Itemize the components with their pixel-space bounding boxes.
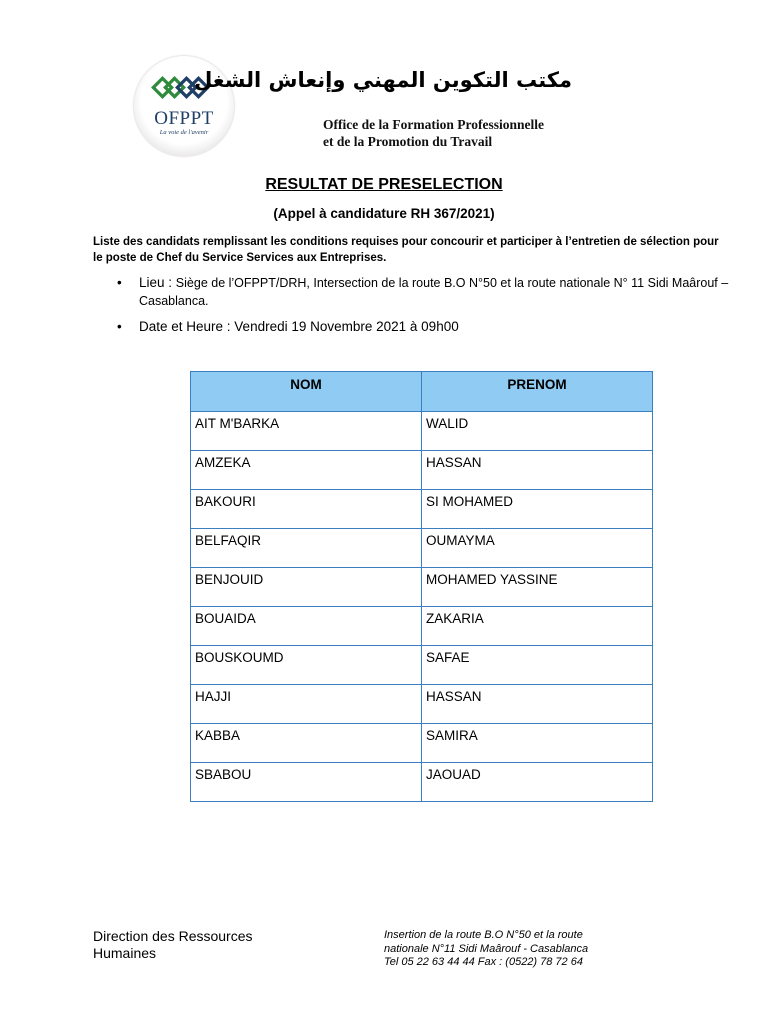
table-row: [191, 529, 653, 568]
lieu-label: Lieu :: [139, 275, 173, 290]
cell-nom: BENJOUID: [191, 568, 422, 607]
cell-nom: BOUSKOUMD: [191, 646, 422, 685]
table-row: [191, 568, 653, 607]
candidates-table: [190, 371, 653, 802]
cell-prenom: ZAKARIA: [422, 607, 653, 646]
cell-prenom: HASSAN: [422, 451, 653, 490]
table-header-row: [191, 372, 653, 412]
table-row: [191, 607, 653, 646]
footer-contact: Tel 05 22 63 44 44 Fax : (0522) 78 72 64: [384, 956, 583, 968]
table-row: [191, 685, 653, 724]
date-text: Date et Heure : Vendredi 19 Novembre 2021 à 09h00: [139, 319, 459, 334]
footer-address-line1: Insertion de la route B.O N°50 et la route: [384, 929, 583, 941]
institution-name: [323, 116, 544, 150]
page-subtitle: (Appel à candidature RH 367/2021): [273, 206, 495, 221]
cell-nom: AIT M'BARKA: [191, 412, 422, 451]
footer-department-line1: Direction des Ressources: [93, 928, 253, 944]
bullet-icon: •: [117, 275, 122, 290]
bullet-icon: •: [117, 319, 122, 334]
logo-tagline: La voie de l'avenir: [159, 129, 209, 136]
institution-name-line2: et de la Promotion du Travail: [323, 134, 493, 149]
cell-nom: BAKOURI: [191, 490, 422, 529]
lieu-value: Siège de l’OFPPT/DRH, Intersection de la route B.O N°50 et la route nationale N° 11 Sidi Maârouf – Casablanca.: [139, 276, 729, 308]
footer-department-line2: Humaines: [93, 945, 157, 961]
cell-nom: BELFAQIR: [191, 529, 422, 568]
cell-prenom: MOHAMED YASSINE: [422, 568, 653, 607]
logo-name: OFPPT: [154, 108, 214, 129]
cell-prenom: SAMIRA: [422, 724, 653, 763]
table-row: [191, 763, 653, 802]
arabic-institution-name: مكتب التكوين المهني وإنعاش الشغل: [194, 68, 572, 92]
footer-department: [93, 928, 253, 962]
table-row: [191, 724, 653, 763]
cell-prenom: HASSAN: [422, 685, 653, 724]
cell-prenom: JAOUAD: [422, 763, 653, 802]
table-row: [191, 412, 653, 451]
footer-address: [384, 929, 588, 970]
column-header-prenom: PRENOM: [422, 372, 653, 412]
table-row: [191, 490, 653, 529]
cell-prenom: OUMAYMA: [422, 529, 653, 568]
cell-nom: KABBA: [191, 724, 422, 763]
cell-prenom: SAFAE: [422, 646, 653, 685]
column-header-nom: NOM: [191, 372, 422, 412]
cell-prenom: SI MOHAMED: [422, 490, 653, 529]
cell-nom: HAJJI: [191, 685, 422, 724]
cell-prenom: WALID: [422, 412, 653, 451]
cell-nom: BOUAIDA: [191, 607, 422, 646]
intro-paragraph: Liste des candidats remplissant les conditions requises pour concourir et participer à l’entretien de sélection pour le poste de Chef du Service Services aux Entreprises.: [93, 236, 719, 264]
footer-address-line2: nationale N°11 Sidi Maârouf - Casablanca: [384, 942, 589, 955]
institution-name-line1: Office de la Formation Professionnelle: [323, 117, 544, 132]
page-title: RESULTAT DE PRESELECTION: [265, 176, 503, 193]
table-row: [191, 646, 653, 685]
table-row: [191, 451, 653, 490]
cell-nom: AMZEKA: [191, 451, 422, 490]
cell-nom: SBABOU: [191, 763, 422, 802]
bullet-lieu-text: [139, 274, 739, 310]
